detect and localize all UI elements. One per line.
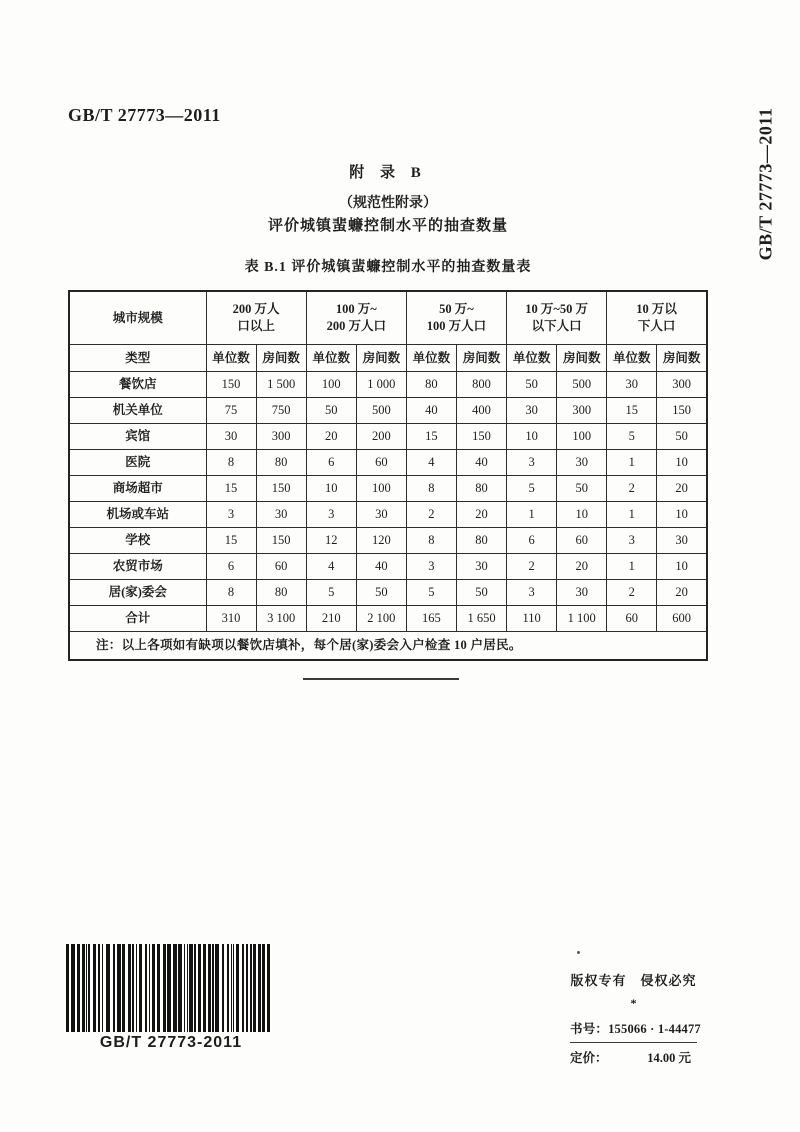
price-value: 14.00 元: [647, 1051, 691, 1065]
subheader-units: 单位数: [507, 345, 557, 372]
table-cell: 1 000: [356, 372, 406, 398]
group-line: 100 万人口: [426, 319, 487, 333]
table-caption: 表 B.1 评价城镇蜚蠊控制水平的抽查数量表: [244, 260, 532, 275]
table-cell: 1: [607, 554, 657, 580]
table-row: [69, 606, 707, 632]
table-cell: 20: [306, 424, 356, 450]
table-cell: 150: [657, 398, 707, 424]
table-cell: 50: [356, 580, 406, 606]
table-cell: 1 650: [456, 606, 506, 632]
table-cell: 20: [456, 502, 506, 528]
table-cell: 200: [356, 424, 406, 450]
table-cell: 1: [607, 450, 657, 476]
table-cell: 80: [456, 528, 506, 554]
table-cell: 4: [406, 450, 456, 476]
group-header: [607, 291, 707, 345]
table-cell: 30: [507, 398, 557, 424]
table-cell: 50: [507, 372, 557, 398]
table-cell: 400: [456, 398, 506, 424]
table-body: [69, 372, 707, 632]
subheader-rooms: 房间数: [256, 345, 306, 372]
subheader-units: 单位数: [206, 345, 256, 372]
subheader-units: 单位数: [607, 345, 657, 372]
subheader-units: 单位数: [306, 345, 356, 372]
table-row: [69, 372, 707, 398]
appendix-title: 附 录 B: [349, 165, 427, 181]
table-cell: 12: [306, 528, 356, 554]
table-cell: 800: [456, 372, 506, 398]
row-label: 餐饮店: [69, 372, 206, 398]
table-cell: 20: [657, 476, 707, 502]
table-cell: 300: [256, 424, 306, 450]
table-cell: 10: [306, 476, 356, 502]
table-cell: 310: [206, 606, 256, 632]
subheader-rooms: 房间数: [657, 345, 707, 372]
table-cell: 80: [256, 580, 306, 606]
group-line: 50 万~: [439, 302, 474, 317]
table-cell: 600: [657, 606, 707, 632]
table-cell: 40: [456, 450, 506, 476]
table-cell: 80: [406, 372, 456, 398]
table-cell: 30: [557, 580, 607, 606]
table-cell: 1 500: [256, 372, 306, 398]
row-label: 合计: [69, 606, 206, 632]
table-cell: 3: [306, 502, 356, 528]
appendix-subtitle: （规范性附录）: [339, 196, 437, 211]
group-header: [206, 291, 306, 345]
corner-type: 类型: [69, 345, 206, 372]
table-cell: 2: [607, 476, 657, 502]
book-number: 书号：155066 · 1-44477: [570, 1019, 697, 1043]
table-cell: 120: [356, 528, 406, 554]
doc-code-right-rotated: GB/T 27773—2011: [755, 107, 776, 261]
table-cell: 80: [456, 476, 506, 502]
table-row: [69, 502, 707, 528]
group-line: 200 万人: [232, 302, 280, 317]
table-cell: 60: [607, 606, 657, 632]
table-cell: 8: [406, 476, 456, 502]
table-cell: 150: [206, 372, 256, 398]
table-cell: 30: [657, 528, 707, 554]
table-cell: 50: [557, 476, 607, 502]
price-label: 定价：: [570, 1051, 608, 1065]
table-cell: 3: [507, 450, 557, 476]
table-cell: 6: [507, 528, 557, 554]
table-cell: 40: [356, 554, 406, 580]
table-cell: 30: [557, 450, 607, 476]
table-cell: 100: [356, 476, 406, 502]
corner-city-scale: 城市规模: [69, 291, 206, 345]
appendix-heading: 评价城镇蜚蠊控制水平的抽查数量: [267, 218, 508, 234]
star-separator: *: [630, 996, 637, 1010]
row-label: 学校: [69, 528, 206, 554]
subheader-rooms: 房间数: [456, 345, 506, 372]
table-row: [69, 528, 707, 554]
table-cell: 500: [557, 372, 607, 398]
table-cell: 60: [256, 554, 306, 580]
row-label: 宾馆: [69, 424, 206, 450]
table-cell: 300: [557, 398, 607, 424]
table-cell: 75: [206, 398, 256, 424]
table-cell: 150: [456, 424, 506, 450]
table-row: [69, 580, 707, 606]
table-cell: 150: [256, 476, 306, 502]
table-cell: 4: [306, 554, 356, 580]
table-cell: 5: [306, 580, 356, 606]
price-line: [570, 1048, 697, 1066]
table-cell: 30: [206, 424, 256, 450]
table-row: [69, 398, 707, 424]
group-header: [306, 291, 406, 345]
table-cell: 2: [406, 502, 456, 528]
table-cell: 15: [607, 398, 657, 424]
table-cell: 500: [356, 398, 406, 424]
colophon-block: [570, 970, 701, 1066]
table-cell: 300: [657, 372, 707, 398]
table-cell: 20: [557, 554, 607, 580]
table-cell: 3: [406, 554, 456, 580]
group-line: 以下人口: [531, 319, 582, 333]
table-cell: 10: [657, 554, 707, 580]
table-row: [69, 450, 707, 476]
row-label: 商场超市: [69, 476, 206, 502]
group-line: 口以上: [237, 319, 275, 333]
subheader-rooms: 房间数: [356, 345, 406, 372]
table-cell: 210: [306, 606, 356, 632]
table-cell: 30: [356, 502, 406, 528]
table-cell: 3: [607, 528, 657, 554]
table-cell: 80: [256, 450, 306, 476]
table-cell: 50: [456, 580, 506, 606]
table-cell: 1: [507, 502, 557, 528]
table-cell: 15: [206, 528, 256, 554]
table-cell: 3: [206, 502, 256, 528]
table-cell: 5: [406, 580, 456, 606]
table-cell: 100: [557, 424, 607, 450]
table-cell: 2: [607, 580, 657, 606]
table-cell: 5: [507, 476, 557, 502]
table-cell: 165: [406, 606, 456, 632]
table-cell: 6: [306, 450, 356, 476]
table-cell: 750: [256, 398, 306, 424]
table-cell: 10: [557, 502, 607, 528]
table-cell: 30: [607, 372, 657, 398]
table-row: [69, 476, 707, 502]
group-line: 10 万~50 万: [525, 302, 589, 317]
table-cell: 15: [206, 476, 256, 502]
group-line: 10 万以: [636, 302, 677, 317]
scan-speck: [577, 951, 580, 954]
row-label: 机关单位: [69, 398, 206, 424]
table-note-row: [69, 632, 707, 661]
table-cell: 3: [507, 580, 557, 606]
copyright-notice: 版权专有 侵权必究: [570, 973, 697, 988]
table-cell: 10: [657, 502, 707, 528]
table-cell: 60: [557, 528, 607, 554]
table-cell: 30: [256, 502, 306, 528]
table-cell: 50: [306, 398, 356, 424]
table-cell: 60: [356, 450, 406, 476]
table-cell: 6: [206, 554, 256, 580]
table-cell: 2: [507, 554, 557, 580]
table-cell: 3 100: [256, 606, 306, 632]
row-label: 机场或车站: [69, 502, 206, 528]
barcode: [65, 944, 277, 1032]
table-cell: 15: [406, 424, 456, 450]
table-cell: 10: [507, 424, 557, 450]
group-header: [507, 291, 607, 345]
subheader-units: 单位数: [406, 345, 456, 372]
row-label: 居(家)委会: [69, 580, 206, 606]
table-cell: 1 100: [557, 606, 607, 632]
group-line: 100 万~: [335, 302, 377, 317]
table-header-measures: [69, 345, 707, 372]
table-cell: 8: [206, 580, 256, 606]
group-line: 下人口: [637, 319, 676, 333]
table-cell: 30: [456, 554, 506, 580]
table-cell: 5: [607, 424, 657, 450]
table-cell: 8: [206, 450, 256, 476]
group-line: 200 万人口: [326, 319, 386, 333]
row-label: 医院: [69, 450, 206, 476]
table-row: [69, 424, 707, 450]
end-of-document-rule: [303, 678, 459, 680]
table-header-groups: [69, 291, 707, 345]
table-cell: 2 100: [356, 606, 406, 632]
row-label: 农贸市场: [69, 554, 206, 580]
table-cell: 10: [657, 450, 707, 476]
sampling-table: [68, 290, 708, 661]
table-cell: 8: [406, 528, 456, 554]
table-cell: 100: [306, 372, 356, 398]
table-row: [69, 554, 707, 580]
barcode-label: GB/T 27773-2011: [99, 1034, 243, 1051]
table-cell: 40: [406, 398, 456, 424]
table-cell: 110: [507, 606, 557, 632]
table-cell: 150: [256, 528, 306, 554]
doc-code-top-left: GB/T 27773—2011: [68, 105, 221, 125]
table-note: 注：以上各项如有缺项以餐饮店填补，每个居(家)委会入户检查 10 户居民。: [69, 632, 707, 661]
group-header: [406, 291, 506, 345]
subheader-rooms: 房间数: [557, 345, 607, 372]
table-cell: 1: [607, 502, 657, 528]
table-cell: 20: [657, 580, 707, 606]
table-cell: 50: [657, 424, 707, 450]
